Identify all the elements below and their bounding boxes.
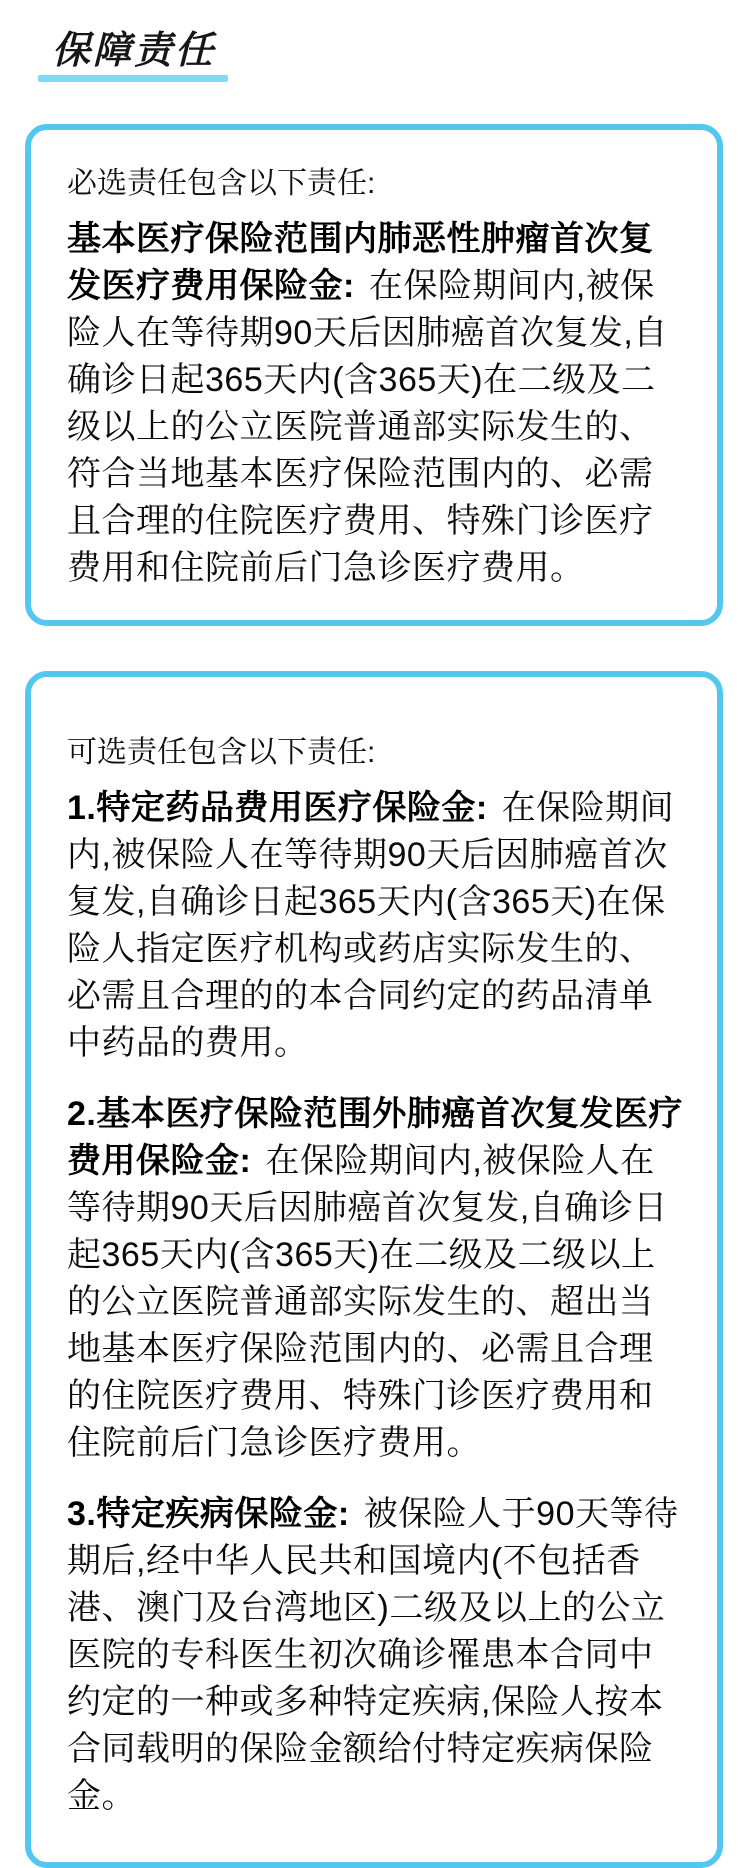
benefit-body: 在保险期间内,被保险人在等待期90天后因肺癌首次复发,自确诊日起365天内(含365天)在二级及二级以上的公立医院普通部实际发生的、符合当地基本医疗保险范围内的、必需且合理的住院医疗费用、特殊门诊医疗费用和住院前后门急诊医疗费用。: [67, 267, 668, 587]
page-title: 保障责任: [52, 30, 217, 72]
optional-card-intro: 可选责任包含以下责任:: [67, 736, 376, 769]
coverage-section: [0, 30, 750, 1868]
benefit-item: [67, 1491, 683, 1820]
benefit-item: [67, 785, 683, 1067]
benefit-heading: 3.特定疾病保险金:: [67, 1495, 350, 1533]
mandatory-card-intro: 必选责任包含以下责任:: [67, 167, 376, 200]
benefit-body: 在保险期间内,被保险人在等待期90天后因肺癌首次复发,自确诊日起365天内(含365天)在二级及二级以上的公立医院普通部实际发生的、超出当地基本医疗保险范围内的、必需且合理的住院医疗费用、特殊门诊医疗费用和住院前后门急诊医疗费用。: [67, 1142, 668, 1462]
benefit-heading: 2.基本医疗保险范围外肺癌首次复发医疗费用保险金:: [67, 1095, 683, 1180]
benefit-item: [67, 1091, 683, 1467]
title-wrap: [38, 30, 228, 82]
benefit-body: 在保险期间内,被保险人在等待期90天后因肺癌首次复发,自确诊日起365天内(含365天)在保险人指定医疗机构或药店实际发生的、必需且合理的的本合同约定的药品清单中药品的费用。: [67, 789, 675, 1062]
benefit-heading: 基本医疗保险范围内肺恶性肿瘤首次复发医疗费用保险金:: [67, 220, 654, 305]
mandatory-benefits-card: [25, 124, 723, 626]
benefit-item: [67, 216, 683, 592]
title-underline: [38, 75, 228, 82]
benefit-body: 被保险人于90天等待期后,经中华人民共和国境内(不包括香港、澳门及台湾地区)二级及以上的公立医院的专科医生初次确诊罹患本合同中约定的一种或多种特定疾病,保险人按本合同载明的保险金额给付特定疾病保险金。: [67, 1495, 679, 1815]
section-header: [38, 30, 750, 82]
optional-benefits-card: [25, 671, 723, 1868]
benefit-heading: 1.特定药品费用医疗保险金:: [67, 789, 488, 827]
